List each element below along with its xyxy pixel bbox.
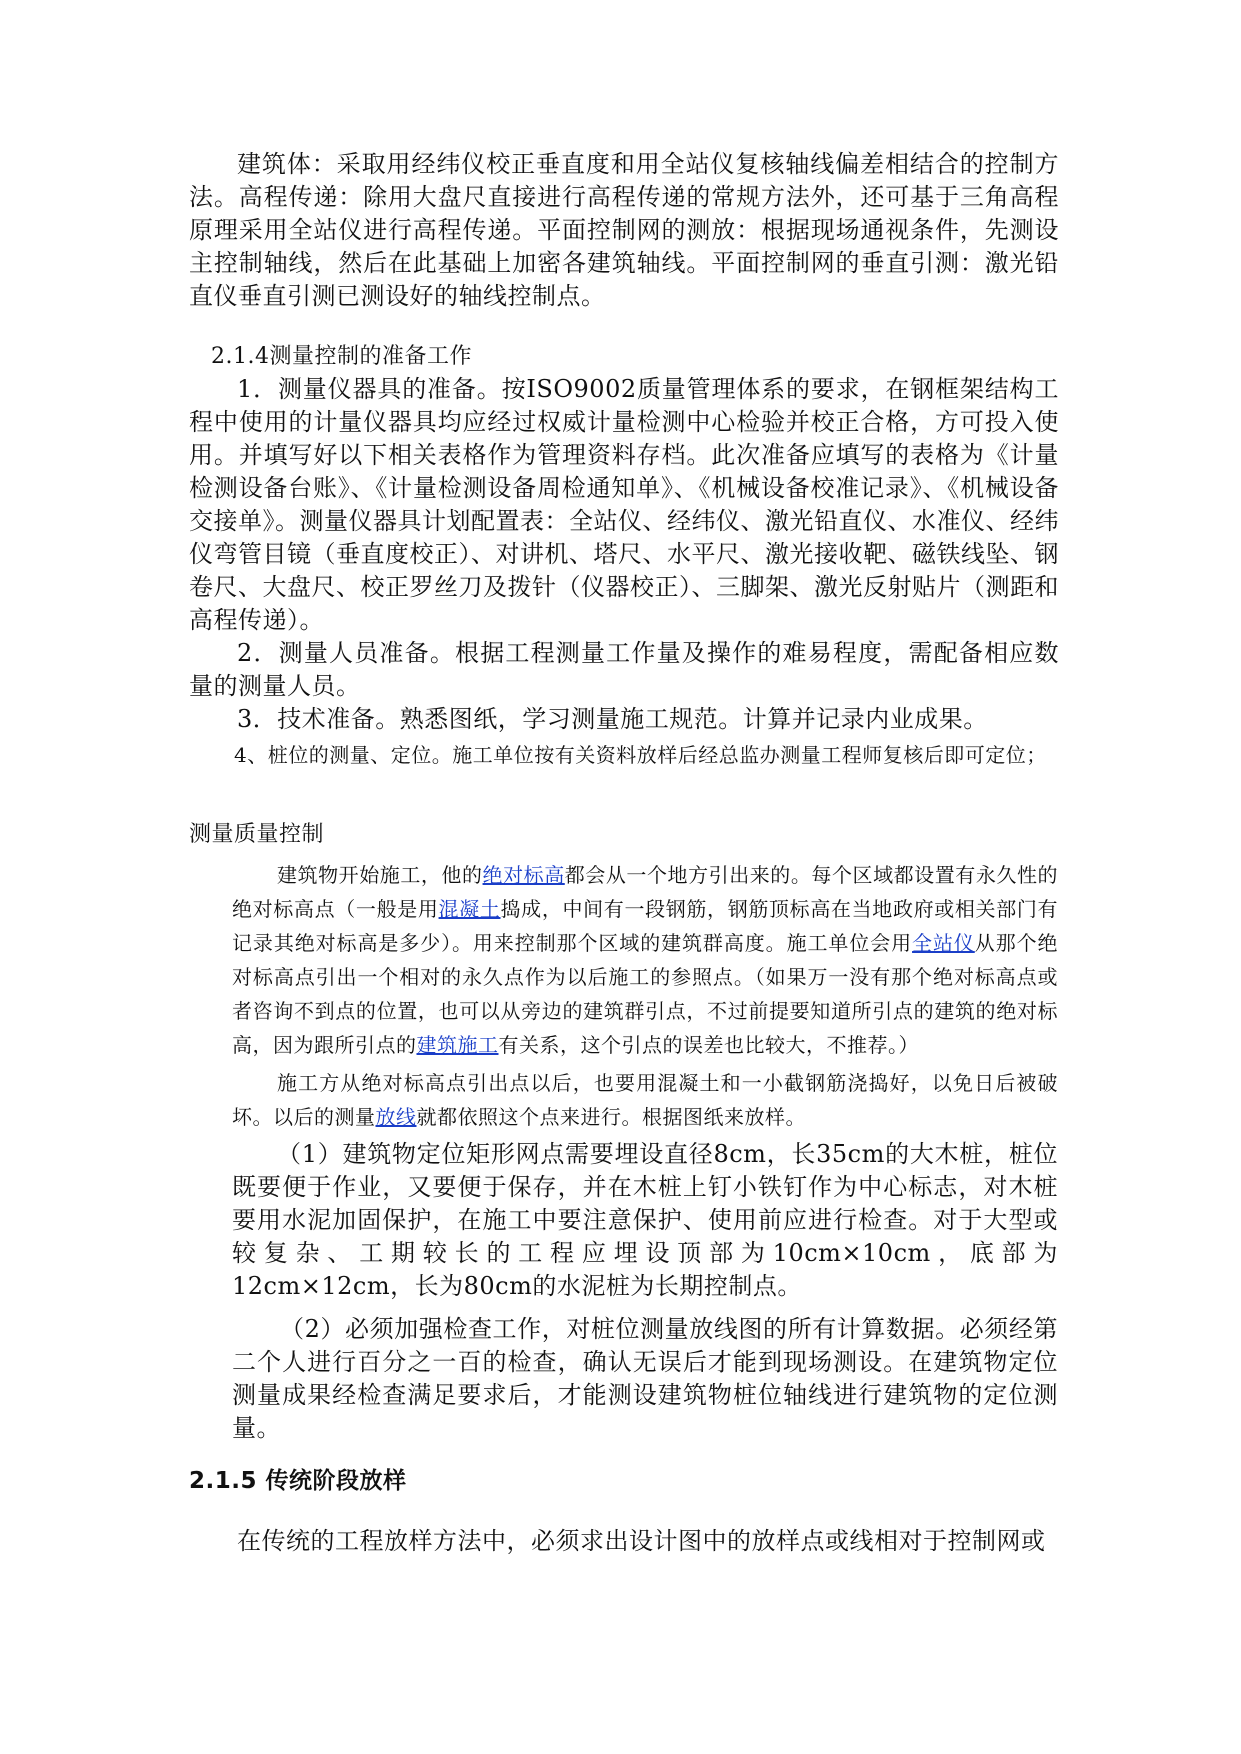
construction-point-paragraph xyxy=(232,1066,1058,1134)
quality-heading-block xyxy=(189,818,1059,851)
prep-item-4-paragraph: 4、桩位的测量、定位。施工单位按有关资料放样后经总监办测量工程师复核后即可定位； xyxy=(234,743,1047,767)
traditional-setting-out-paragraph: 在传统的工程放样方法中，必须求出设计图中的放样点或线相对于控制网或 xyxy=(237,1527,1046,1555)
absolute-elevation-block xyxy=(232,858,1058,1445)
last-paragraph-block xyxy=(189,1525,1059,1558)
text-run: 就都依照这个点来进行。根据图纸来放样。 xyxy=(416,1105,806,1129)
prep-item-2-paragraph: 2．测量人员准备。根据工程测量工作量及操作的难易程度，需配备相应数量的测量人员。 xyxy=(189,639,1059,700)
text-run: 有关系，这个引点的误差也比较大，不推荐。） xyxy=(498,1033,919,1057)
prep-item-3-paragraph: 3．技术准备。熟悉图纸，学习测量施工规范。计算并记录内业成果。 xyxy=(237,705,988,733)
quality-control-heading: 测量质量控制 xyxy=(189,822,325,847)
link-concrete[interactable]: 混凝土 xyxy=(438,897,501,921)
point-1-paragraph: （1）建筑物定位矩形网点需要埋设直径8cm，长35cm的大木桩，桩位既要便于作业，又要便于保存，并在木桩上钉小铁钉作为中心标志，对木桩要用水泥加固保护，在施工中要注意保护、使用前应进行检查。对于大型或较复杂、工期较长的工程应埋设顶部为10cm×10cm，底部为12cm×12cm，长为80cm的水泥桩为长期控制点。 xyxy=(232,1140,1058,1300)
point-2-paragraph: （2）必须加强检查工作，对桩位测量放线图的所有计算数据。必须经第二个人进行百分之一百的检查，确认无误后才能到现场测设。在建筑物定位测量成果经检查满足要求后，才能测设建筑物桩位轴线进行建筑物的定位测量。 xyxy=(232,1315,1058,1442)
building-control-paragraph: 建筑体：采取用经纬仪校正垂直度和用全站仪复核轴线偏差相结合的控制方法。高程传递：除用大盘尺直接进行高程传递的常规方法外，还可基于三角高程原理采用全站仪进行高程传递。平面控制网的测放：根据现场通视条件，先测设主控制轴线，然后在此基础上加密各建筑轴线。平面控制网的垂直引测：激光铅直仪垂直引测已测设好的轴线控制点。 xyxy=(189,150,1059,310)
text-run: 从那个绝对标高点引出一个相对的永久点作为以后施工的参照点。（如果万一没有那个绝对标高点或者咨询不到点的位置，也可以从旁边的建筑群引点，不过前提要知道所引点的建筑的绝对标高，因为跟所引点的 xyxy=(232,931,1059,1057)
text-run: 捣成，中间有一段钢筋，钢筋顶标高在当地政府或相关部门有记录其绝对标高是多少）。用来控制那个区域的建筑群高度。施工单位会用 xyxy=(232,897,1059,955)
section-heading-2-1-4: 2.1.4测量控制的准备工作 xyxy=(211,344,472,369)
section-215-block xyxy=(189,1462,1059,1495)
text-run: 都会从一个地方引出来的。每个区域都设置有永久性的绝对标高点（一般是用 xyxy=(232,863,1059,921)
text-run: 施工方从绝对标高点引出点以后，也要用混凝土和一小截钢筋浇捣好，以免日后被破坏。以后的测量 xyxy=(232,1071,1058,1129)
section-214-block xyxy=(189,340,1059,373)
prep-items-block xyxy=(189,373,1059,772)
text-run: 建筑物开始施工，他的 xyxy=(277,863,483,887)
link-building-construction[interactable]: 建筑施工 xyxy=(416,1033,499,1057)
section-heading-2-1-5: 2.1.5 传统阶段放样 xyxy=(189,1468,407,1494)
building-paragraph-block xyxy=(189,148,1059,313)
absolute-elevation-paragraph xyxy=(232,858,1058,1062)
link-absolute-elevation[interactable]: 绝对标高 xyxy=(482,863,565,887)
link-total-station[interactable]: 全站仪 xyxy=(912,931,975,955)
link-setting-out[interactable]: 放线 xyxy=(375,1105,417,1129)
prep-item-1-paragraph: 1．测量仪器具的准备。按ISO9002质量管理体系的要求，在钢框架结构工程中使用的计量仪器具均应经过权威计量检测中心检验并校正合格，方可投入使用。并填写好以下相关表格作为管理资料存档。此次准备应填写的表格为《计量检测设备台账》、《计量检测设备周检通知单》、《机械设备校准记录》、《机械设备交接单》。测量仪器具计划配置表：全站仪、经纬仪、激光铅直仪、水准仪、经纬仪弯管目镜（垂直度校正）、对讲机、塔尺、水平尺、激光接收靶、磁铁线坠、钢卷尺、大盘尺、校正罗丝刀及拨针（仪器校正）、三脚架、激光反射贴片（测距和高程传递）。 xyxy=(189,375,1059,634)
